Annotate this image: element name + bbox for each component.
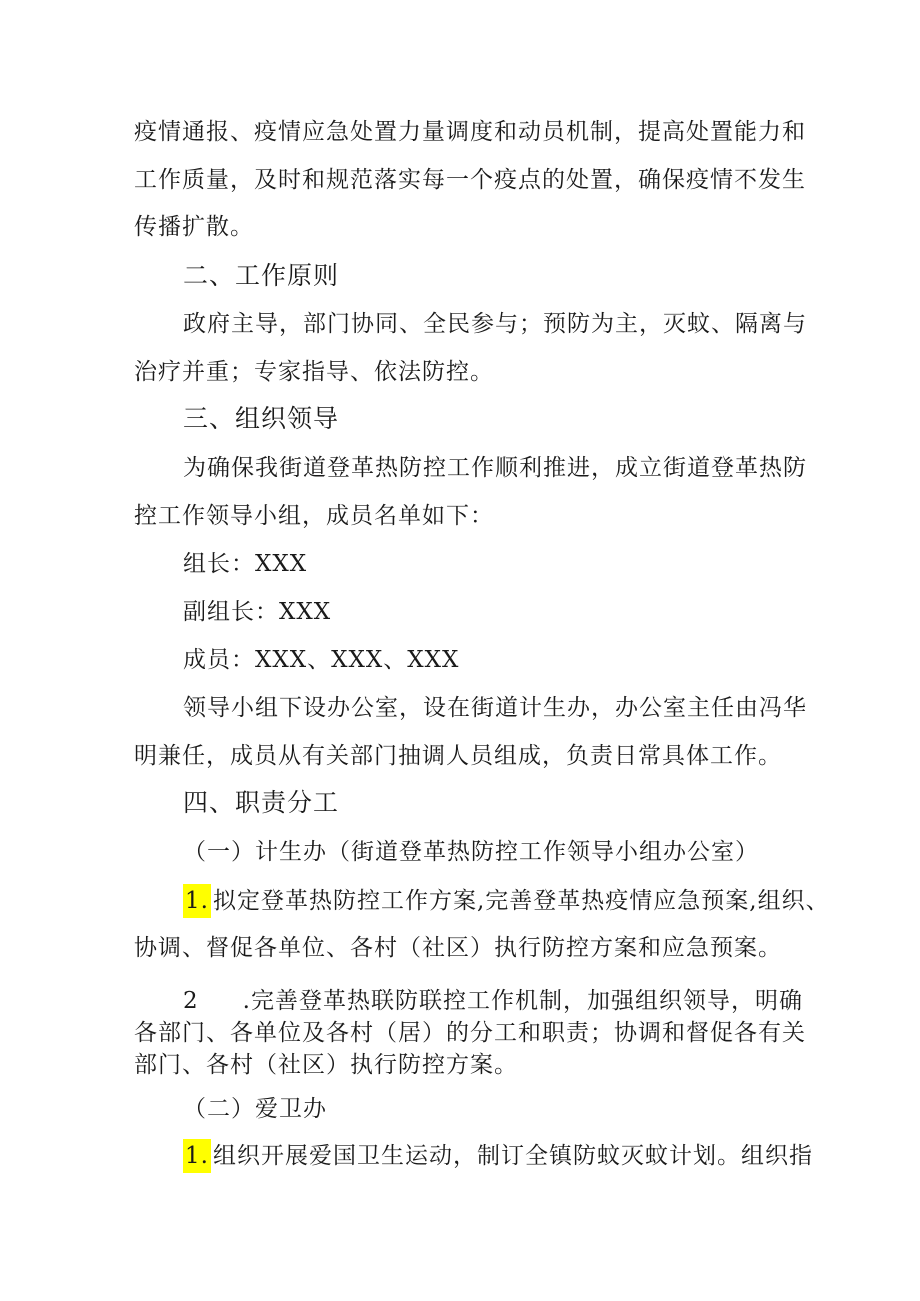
paragraph-line: 协调、督促各单位、各村（社区）执行防控方案和应急预案。 xyxy=(134,935,782,961)
list-item-line xyxy=(183,884,920,918)
list-item-line xyxy=(183,1139,920,1173)
paragraph-line: 工作质量，及时和规范落实每一个疫点的处置，确保疫情不发生 xyxy=(134,167,806,193)
members-line: 成员：XXX、XXX、XXX xyxy=(183,647,460,673)
paragraph-line: 为确保我街道登革热防控工作顺利推进，成立街道登革热防 xyxy=(183,455,807,481)
section-heading-principles: 二、工作原则 xyxy=(183,261,340,290)
list-item-number: 2 xyxy=(183,988,199,1014)
paragraph-line: 传播扩散。 xyxy=(134,214,254,240)
highlight-number: 1. xyxy=(183,884,211,918)
paragraph-line: 领导小组下设办公室，设在街道计生办，办公室主任由冯华 xyxy=(183,695,807,721)
list-item-text: 拟定登革热防控工作方案,完善登革热疫情应急预案,组织、 xyxy=(212,888,830,914)
section-heading-organization: 三、组织领导 xyxy=(183,404,340,433)
section-heading-duties: 四、职责分工 xyxy=(183,788,340,817)
paragraph-line: 控工作领导小组，成员名单如下： xyxy=(134,503,494,529)
paragraph-line: 明兼任，成员从有关部门抽调人员组成，负责日常具体工作。 xyxy=(134,743,782,769)
paragraph-line: 治疗并重；专家指导、依法防控。 xyxy=(134,359,494,385)
paragraph-line: 部门、各村（社区）执行防控方案。 xyxy=(134,1052,518,1078)
paragraph-line: 政府主导，部门协同、全民参与；预防为主，灭蚊、隔离与 xyxy=(183,311,807,337)
highlight-number: 1. xyxy=(183,1139,211,1173)
subsection-heading: （二）爱卫办 xyxy=(183,1096,327,1122)
deputy-leader-line: 副组长：XXX xyxy=(183,599,332,625)
paragraph-line: 各部门、各单位及各村（居）的分工和职责；协调和督促各有关 xyxy=(134,1020,806,1046)
list-item-text: .完善登革热联防联控工作机制，加强组织领导，明确 xyxy=(242,988,803,1014)
leader-line: 组长：XXX xyxy=(183,551,308,577)
list-item-text: 组织开展爱国卫生运动，制订全镇防蚊灭蚊计划。组织指 xyxy=(212,1143,813,1169)
subsection-heading: （一）计生办（街道登革热防控工作领导小组办公室） xyxy=(183,839,759,865)
list-item-line xyxy=(183,986,920,1016)
paragraph-line: 疫情通报、疫情应急处置力量调度和动员机制，提高处置能力和 xyxy=(134,119,806,145)
